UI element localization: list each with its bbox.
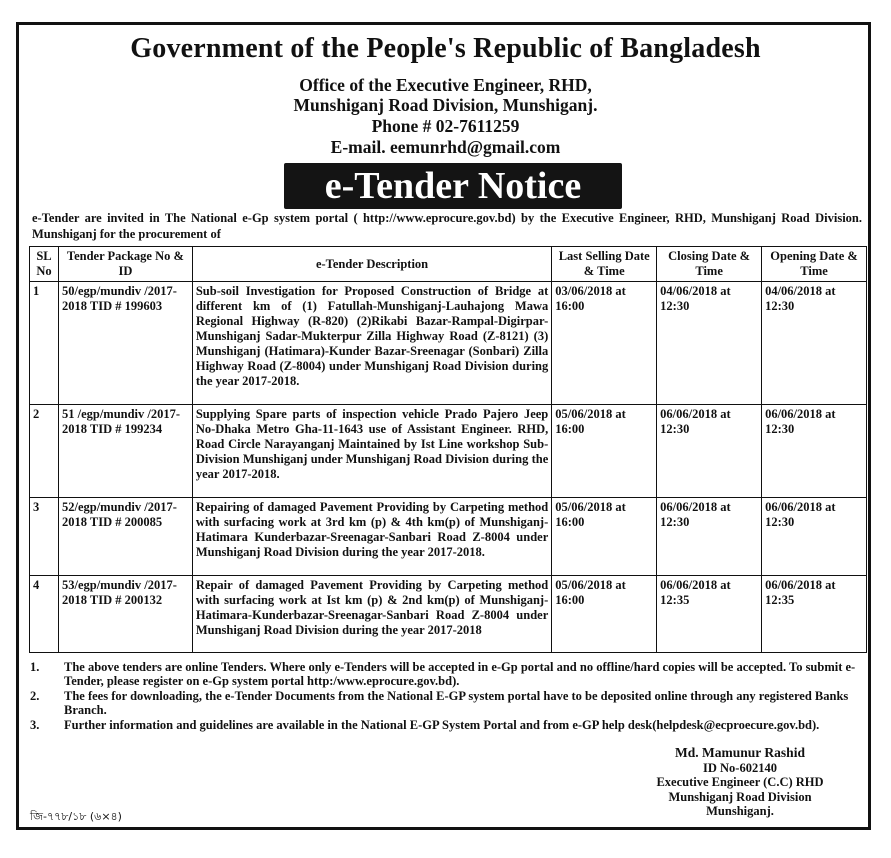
table-row [30, 282, 867, 405]
note-number: 2. [30, 689, 40, 703]
cell-selling: 03/06/2018 at 16:00 [552, 282, 657, 405]
table-header-row [30, 247, 867, 282]
cell-selling: 05/06/2018 at 16:00 [552, 405, 657, 498]
table-row [30, 576, 867, 653]
signatory-designation: Executive Engineer (C.C) RHD [656, 775, 824, 789]
cell-package: 53/egp/mundiv /2017-2018 TID # 200132 [58, 576, 192, 653]
signatory-name: Md. Mamunur Rashid [675, 745, 805, 760]
government-heading: Government of the People's Republic of Bangladesh [130, 33, 761, 64]
signature-block [620, 746, 860, 819]
cell-opening: 04/06/2018 at 12:30 [762, 282, 867, 405]
signatory-place: Munshiganj. [706, 804, 774, 818]
cell-description: Repair of damaged Pavement Providing by Carpeting method with surfacing work at Ist km (p) & 2nd km(p) of Munshiganj-Hatimara-Kunderbazar-Sreenagar-Sanbari Road Z-8004 under Munshiganj Road Division during the year 2017-2018 [192, 576, 551, 653]
note-number: 3. [30, 718, 40, 732]
office-line: Office of the Executive Engineer, RHD, [299, 75, 592, 95]
table-row [30, 498, 867, 576]
table-row [30, 405, 867, 498]
cell-closing: 06/06/2018 at 12:35 [657, 576, 762, 653]
signatory-division: Munshiganj Road Division [668, 789, 812, 804]
cell-sl: 3 [30, 498, 59, 576]
signatory-id: ID No-602140 [703, 760, 777, 775]
note-text: The fees for downloading, the e-Tender Documents from the National E-GP system portal have to be deposited online through any registered Banks Branch. [64, 689, 849, 717]
header-opening: Opening Date & Time [762, 247, 867, 282]
notice-title: e-Tender Notice [284, 163, 622, 209]
cell-sl: 1 [30, 282, 59, 405]
cell-sl: 4 [30, 576, 59, 653]
cell-description: Supplying Spare parts of inspection vehicle Prado Pajero Jeep No-Dhaka Metro Gha-11-1643 use of Assistant Engineer. RHD, Road Circle Narayanganj Maintained by Ist Line workshop Sub-Division Munshiganj under Munshiganj Road Division during the year 2017-2018. [192, 405, 551, 498]
note-text: The above tenders are online Tenders. Where only e-Tenders will be accepted in e-Gp portal and no offline/hard copies will be accepted. To submit e-Tender, please register on e-Gp system portal http:/www.eprocure.gov.bd). [64, 660, 856, 688]
note-number: 1. [30, 660, 40, 674]
cell-selling: 05/06/2018 at 16:00 [552, 576, 657, 653]
list-item [30, 718, 860, 732]
cell-package: 50/egp/mundiv /2017-2018 TID # 199603 [58, 282, 192, 405]
header-selling: Last Selling Date & Time [552, 247, 657, 282]
phone-line: Phone # 02-7611259 [371, 116, 520, 136]
list-item [30, 660, 860, 688]
cell-closing: 06/06/2018 at 12:30 [657, 498, 762, 576]
cell-description: Repairing of damaged Pavement Providing by Carpeting method with surfacing work at 3rd km (p) & 4th km(p) of Munshiganj-Hatimara Kunderbazar-Sreenagar-Sanbari Road Z-8004 under Munshiganj Road Division during the year 2017-2018. [192, 498, 551, 576]
email-line: E-mail. eemunrhd@gmail.com [330, 137, 561, 157]
header-description: e-Tender Description [192, 247, 551, 282]
cell-sl: 2 [30, 405, 59, 498]
notes-list [30, 660, 860, 733]
header-sl: SL No [30, 247, 59, 282]
note-text: Further information and guidelines are available in the National E-GP System Portal and from e-GP help desk(helpdesk@ecproecure.gov.bd). [64, 718, 820, 732]
intro-paragraph: e-Tender are invited in The National e-Gp system portal ( http://www.eprocure.gov.bd) by the Executive Engineer, RHD, Munshiganj Road Division. Munshiganj for the procurement of [32, 211, 862, 241]
division-line: Munshiganj Road Division, Munshiganj. [293, 95, 598, 115]
header-closing: Closing Date & Time [657, 247, 762, 282]
cell-package: 51 /egp/mundiv /2017-2018 TID # 199234 [58, 405, 192, 498]
list-item [30, 689, 860, 717]
header-package: Tender Package No & ID [58, 247, 192, 282]
cell-description: Sub-soil Investigation for Proposed Construction of Bridge at different km of (1) Fatullah-Munshiganj-Lauhajong Mawa Regional Highway (R-820) (2)Rikabi Bazar-Rampal-Digirpar- Munshiganj Sadar-Mukterpur Zilla Highway Road (Z-8121) (3) Munshiganj (Hatimara)-Kunder Bazar-Sreenagar (Sonbari) Zilla Highway Road (Z-8004) under Munshiganj Road Division during the year 2017-2018. [192, 282, 551, 405]
tender-table [29, 246, 867, 653]
cell-closing: 06/06/2018 at 12:30 [657, 405, 762, 498]
reference-code: জি-৭৭৮/১৮ (৬×৪) [30, 810, 122, 823]
cell-opening: 06/06/2018 at 12:30 [762, 405, 867, 498]
cell-selling: 05/06/2018 at 16:00 [552, 498, 657, 576]
cell-package: 52/egp/mundiv /2017-2018 TID # 200085 [58, 498, 192, 576]
cell-opening: 06/06/2018 at 12:30 [762, 498, 867, 576]
cell-closing: 04/06/2018 at 12:30 [657, 282, 762, 405]
cell-opening: 06/06/2018 at 12:35 [762, 576, 867, 653]
